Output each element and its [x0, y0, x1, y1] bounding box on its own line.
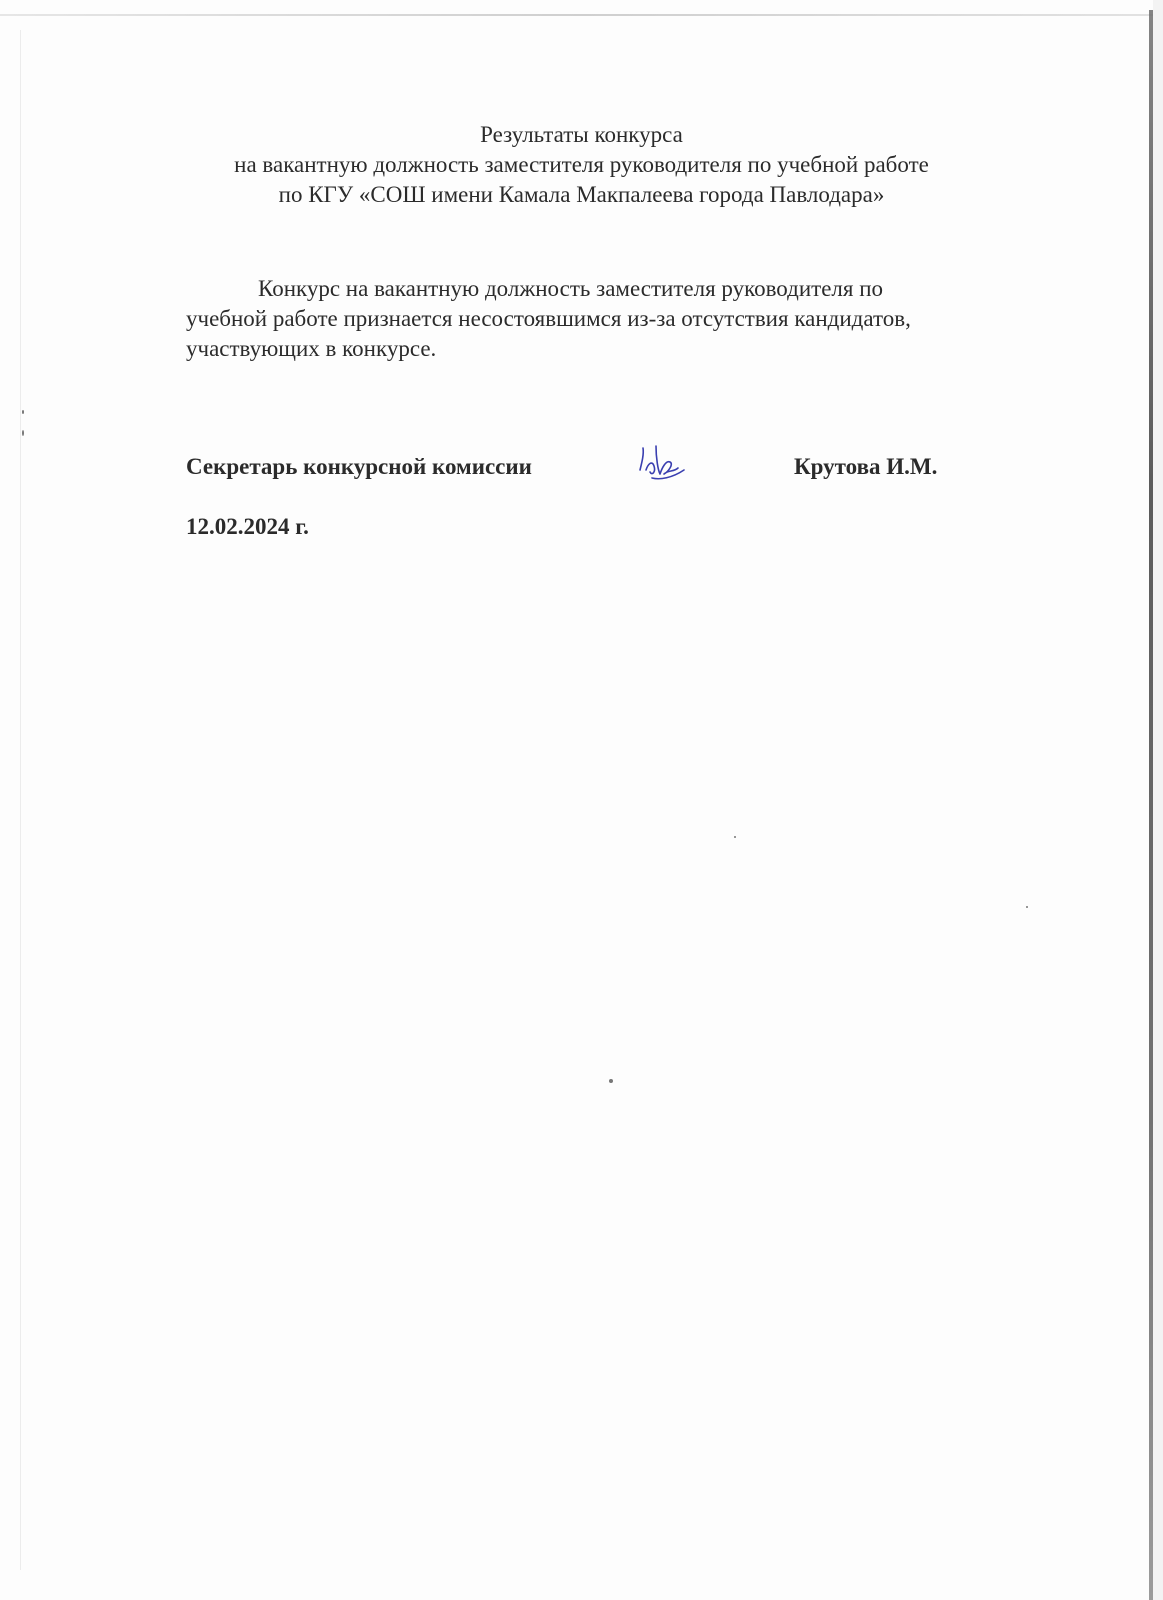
title-line: на вакантную должность заместителя руководителя по учебной работе — [234, 152, 929, 177]
scan-speck — [22, 430, 24, 436]
scan-speck — [609, 1079, 613, 1083]
scan-left-edge — [20, 30, 21, 1570]
document-title — [0, 120, 1163, 210]
signature-label: Секретарь конкурсной комиссии — [186, 454, 532, 479]
title-line: по КГУ «СОШ имени Камала Макпалеева города Павлодара» — [278, 182, 885, 207]
body-line: Конкурс на вакантную должность заместителя руководителя по — [258, 276, 884, 301]
scan-speck — [734, 836, 736, 838]
signature-row — [186, 452, 986, 492]
scan-top-edge — [0, 14, 1163, 16]
document-date: 12.02.2024 г. — [186, 514, 309, 539]
signatory-name: Крутова И.М. — [794, 454, 938, 479]
title-line: Результаты конкурса — [480, 122, 683, 147]
scan-right-edge — [1149, 10, 1153, 1600]
scan-right-margin — [1153, 0, 1163, 1600]
document-body — [186, 274, 1036, 364]
scan-speck — [22, 410, 24, 414]
body-line: учебной работе признается несостоявшимся из-за отсутствия кандидатов, — [186, 306, 911, 331]
body-line: участвующих в конкурсе. — [186, 336, 437, 361]
scan-speck — [1026, 906, 1028, 908]
handwritten-signature — [632, 440, 692, 488]
